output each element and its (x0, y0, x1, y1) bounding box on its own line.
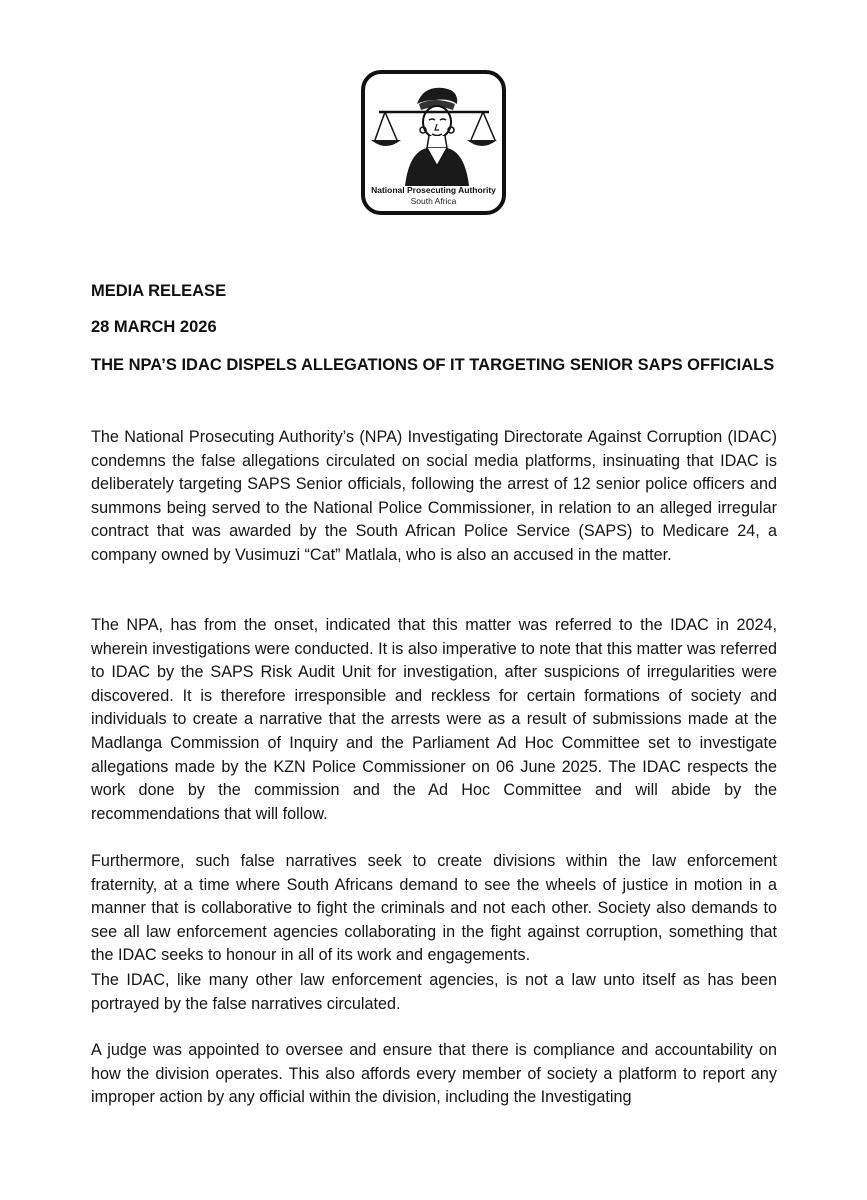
body-paragraph: The IDAC, like many other law enforcement agencies, is not a law unto itself as has been portrayed by the false narratives circulated. (91, 971, 777, 1013)
release-title: THE NPA’S IDAC DISPELS ALLEGATIONS OF IT TARGETING SENIOR SAPS OFFICIALS (91, 356, 775, 374)
release-date: 28 MARCH 2026 (91, 318, 217, 336)
logo-country: South Africa (410, 196, 457, 206)
body-paragraph: The National Prosecuting Authority’s (NPA) Investigating Directorate Against Corruption (IDAC) condemns the false allegations circulated on social media platforms, insinuating that IDAC is deliberately targeting SAPS Senior officials, following the arrest of 12 senior police officers and summons being served to the National Police Commissioner, in relation to an alleged irregular contract that was awarded by the South African Police Service (SAPS) to Medicare 24, a company owned by Vusimuzi “Cat” Matlala, who is also an accused in the matter. (91, 428, 777, 564)
body-paragraph: The NPA, has from the onset, indicated that this matter was referred to the IDAC in 2024, wherein investigations were conducted. It is also imperative to note that this matter was referred to IDAC by the SAPS Risk Audit Unit for investigation, after suspicions of irregularities were discovered. It is therefore irresponsible and reckless for certain formations of society and individuals to create a narrative that the arrests were as a result of submissions made at the Madlanga Commission of Inquiry and the Parliament Ad Hoc Committee set to investigate allegations made by the KZN Police Commissioner on 06 June 2025. The IDAC respects the work done by the commission and the Ad Hoc Committee and will abide by the recommendations that will follow. (91, 616, 777, 823)
body-paragraph: Furthermore, such false narratives seek to create divisions within the law enforcement fraternity, at a time where South Africans demand to see the wheels of justice in motion in a manner that is collaborative to fight the criminals and not each other. Society also demands to see all law enforcement agencies collaborating in the fight against corruption, something that the IDAC seeks to honour in all of its work and engagements. (91, 852, 777, 965)
logo-organisation-name: National Prosecuting Authority (371, 185, 496, 195)
body-paragraph: A judge was appointed to oversee and ensure that there is compliance and accountability on how the division operates. This also affords every member of society a platform to report any improper action by any official within the division, including the Investigating (91, 1041, 777, 1107)
release-type: MEDIA RELEASE (91, 282, 227, 300)
